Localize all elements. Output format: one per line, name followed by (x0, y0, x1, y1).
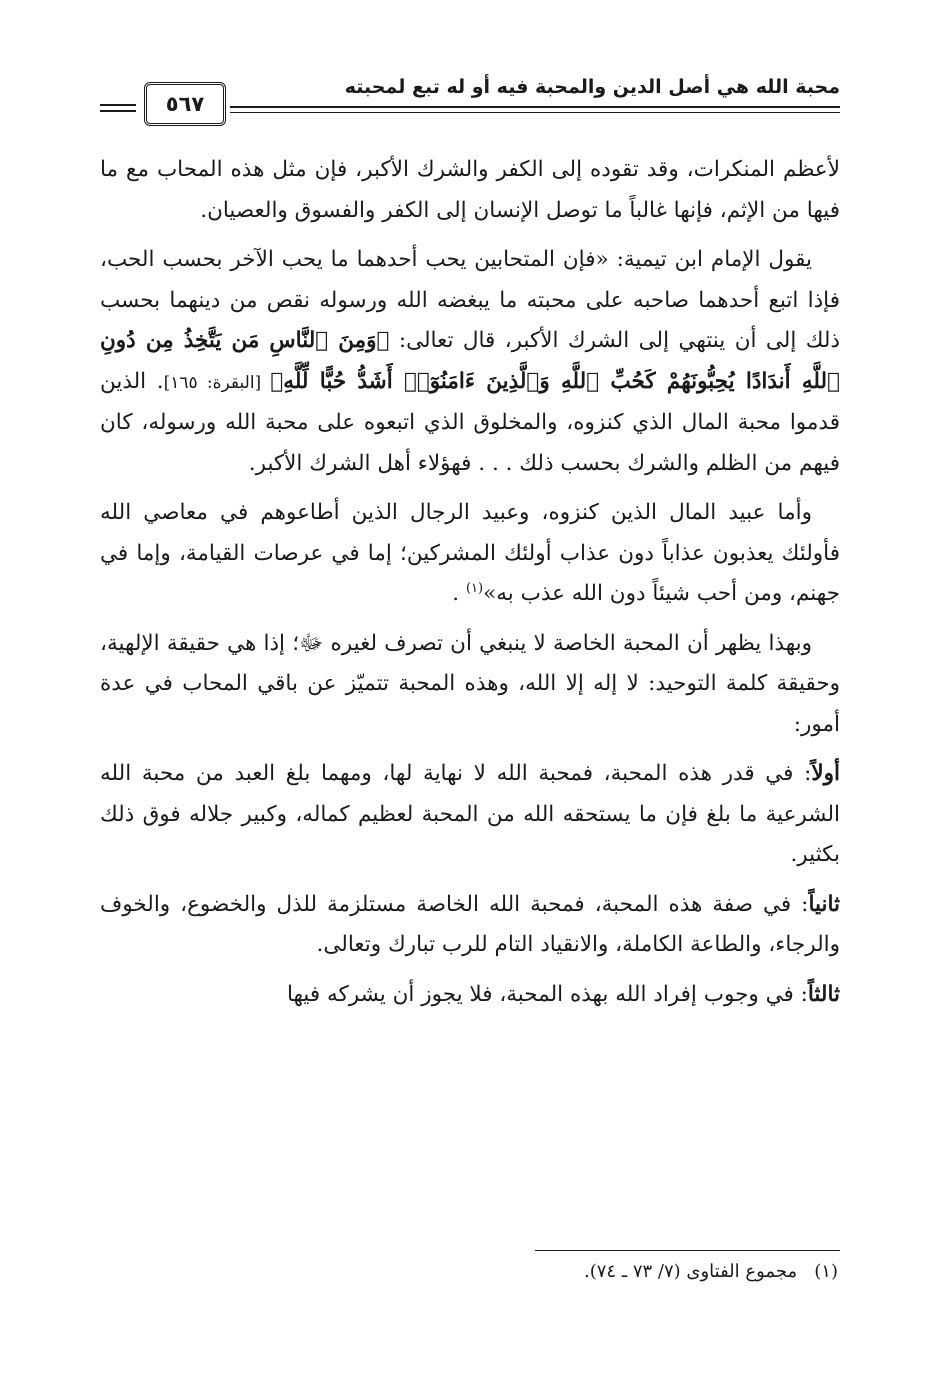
paragraph-3 (100, 493, 840, 615)
paragraph-3-end: . (452, 581, 466, 606)
footnote-text: مجموع الفتاوى (٧/ ٧٣ ـ ٧٤). (584, 1261, 798, 1282)
footnote-number: (١) (814, 1261, 838, 1282)
point-third-text: : في وجوب إفراد الله بهذه المحبة، فلا يجوز أن يشركه فيها (286, 981, 808, 1007)
point-second-label: ثانياً (808, 891, 840, 917)
point-second-text: : في صفة هذه المحبة، فمحبة الله الخاصة مستلزمة للذل والخضوع، والخوف والرجاء، والطاعة الكاملة، والانقياد التام للرب تبارك وتعالى. (100, 891, 840, 957)
verse-citation: [البقرة: ١٦٥] (163, 372, 271, 393)
page-body (100, 150, 840, 1024)
page-number: ٥٦٧ (144, 82, 226, 126)
point-first-text: : في قدر هذه المحبة، فمحبة الله لا نهاية لها، ومهما بلغ العبد من محبة الله الشرعية ما بلغ فإن ما يستحقه الله من المحبة لعظيم كماله، وكبير جلاله فوق ذلك بكثير. (100, 761, 840, 867)
footnote-divider (535, 1250, 840, 1251)
point-first (100, 754, 840, 876)
header-rule-left-thin (100, 110, 136, 112)
footnote (584, 1261, 838, 1282)
paragraph-2-rest: . الذين قدموا محبة المال الذي كنزوه، والمخلوق الذي اتبعوه على محبة الله ورسوله، كان فيهم من الظلم والشرك بحسب ذلك . . . فهؤلاء أهل الشرك الأكبر. (100, 368, 840, 476)
footnote-reference: (١) (465, 580, 484, 596)
paragraph-3-text: وأما عبيد المال الذين كنزوه، وعبيد الرجال الذين أطاعوهم في معاصي الله فأولئك يعذبون عذاباً دون عذاب أولئك المشركين؛ إما في عرصات القيامة، وإما في جهنم، ومن أحب شيئاً دون الله عذب به» (100, 500, 840, 606)
page-header (100, 70, 840, 130)
paragraph-2 (100, 240, 840, 484)
point-first-label: أولاً (811, 761, 840, 786)
paragraph-2-intro: يقول الإمام ابن تيمية: «فإن المتحابين يحب أحدهما ما يحب الآخر بحسب الحب، فإذا اتبع أحدهما صاحبه على محبته ما يبغضه الله ورسوله نقص من دينهما بحسب ذلك إلى أن ينتهي إلى الشرك الأكبر، قال تعالى: (100, 247, 840, 353)
quran-verse: ﴿وَمِنَ ٱلنَّاسِ مَن يَتَّخِذُ مِن دُونِ ٱللَّهِ أَندَادًا يُحِبُّونَهُمْ كَحُبِّ ٱللَّهِ وَٱلَّذِينَ ءَامَنُوٓا۟ أَشَدُّ حُبًّا لِّلَّهِ﴾ (100, 328, 840, 394)
header-rule (230, 106, 840, 108)
paragraph-4: وبهذا يظهر أن المحبة الخاصة لا ينبغي أن تصرف لغيره ﷻ؛ إذا هي حقيقة الإلهية، وحقيقة كلمة التوحيد: لا إله إلا الله، وهذه المحبة تتميّز عن باقي المحاب في عدة أمور: (100, 630, 840, 737)
point-third (100, 975, 840, 1016)
header-rule-left (100, 104, 136, 106)
header-rule-thin (230, 112, 840, 113)
paragraph-1: لأعظم المنكرات، وقد تقوده إلى الكفر والشرك الأكبر، فإن مثل هذه المحاب مع ما فيها من الإثم، فإنها غالباً ما توصل الإنسان إلى الكفر والفسوق والعصيان. (100, 157, 840, 223)
point-second (100, 885, 840, 966)
point-third-label: ثالثاً (807, 981, 840, 1007)
running-title: محبة الله هي أصل الدين والمحبة فيه أو له تبع لمحبته (344, 76, 840, 98)
